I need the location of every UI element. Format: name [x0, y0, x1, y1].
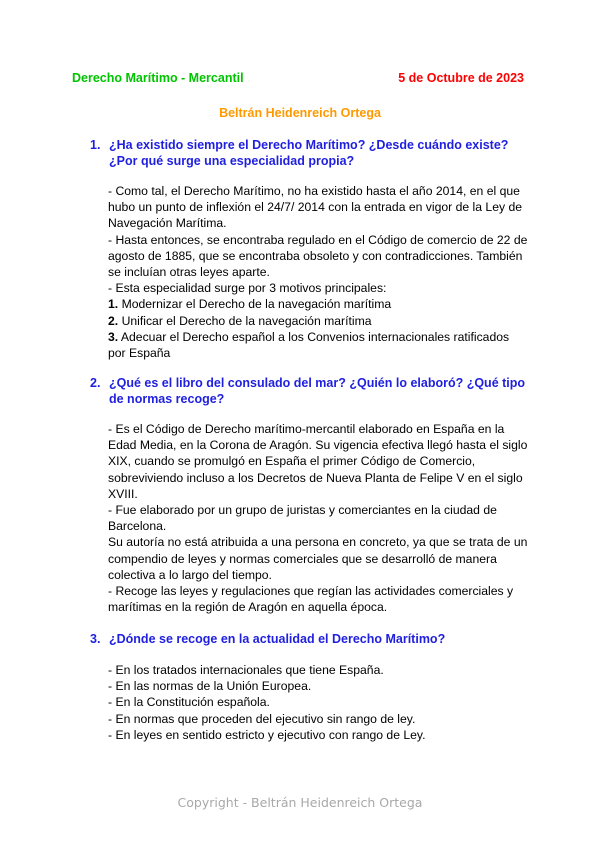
- motive-item: [108, 313, 528, 329]
- answer-paragraph: Su autoría no está atribuida a una persona en concreto, ya que se trata de un compendio de leyes y normas comerciales que se desarrolló de manera colectiva a lo largo del tiempo.: [108, 535, 528, 582]
- document-date: 5 de Octubre de 2023: [398, 71, 524, 85]
- subject-title: Derecho Marítimo - Mercantil: [72, 71, 244, 85]
- answer-list-item: - En las normas de la Unión Europea.: [108, 679, 312, 694]
- motive-text: Unificar el Derecho de la navegación marítima: [121, 313, 372, 328]
- question-number: 2.: [90, 376, 101, 390]
- answer-paragraph: - Es el Código de Derecho marítimo-mercantil elaborado en España en la Edad Media, en la Corona de Aragón. Su vigencia efectiva llegó hasta el siglo XIX, cuando se promulgó en España el primer Código de Comercio, sobreviviendo incluso a los Decretos de Nueva Planta de Felipe V en el siglo XVIII.: [108, 422, 528, 501]
- answer-3: [108, 662, 528, 743]
- answer-paragraph: - Recoge las leyes y regulaciones que regían las actividades comerciales y marítimas en la región de Aragón en aquella época.: [108, 584, 514, 615]
- answer-paragraph: - Como tal, el Derecho Marítimo, no ha existido hasta el año 2014, en el que hubo un punto de inflexión el 24/7/ 2014 con la entrada en vigor de la Ley de Navegación Marítima.: [108, 184, 523, 231]
- question-text: ¿Qué es el libro del consulado del mar? ¿Quién lo elaboró? ¿Qué tipo de normas recoge?: [109, 376, 526, 406]
- motive-item: [108, 329, 528, 361]
- motive-text: Adecuar el Derecho español a los Convenios internacionales ratificados por España: [108, 329, 510, 361]
- answer-2: [108, 421, 528, 615]
- answer-paragraph: - Hasta entonces, se encontraba regulado en el Código de comercio de 22 de agosto de 1885, que se encontraba obsoleto y con contradicciones. También se incluían otras leyes aparte.: [108, 232, 528, 280]
- question-text: ¿Dónde se recoge en la actualidad el Derecho Marítimo?: [109, 632, 446, 646]
- answer-list-item: - En leyes en sentido estricto y ejecutivo con rango de Ley.: [108, 727, 426, 742]
- motive-text: Modernizar el Derecho de la navegación marítima: [121, 297, 392, 312]
- question-number: 3.: [90, 632, 101, 646]
- author-name: Beltrán Heidenreich Ortega: [219, 106, 381, 120]
- motive-number: 3.: [108, 329, 119, 344]
- answer-list-item: - En normas que proceden del ejecutivo sin rango de ley.: [108, 711, 416, 726]
- motive-number: 1.: [108, 297, 119, 312]
- motive-number: 2.: [108, 313, 119, 328]
- motive-item: [108, 296, 528, 312]
- question-text: ¿Ha existido siempre el Derecho Marítimo? ¿Desde cuándo existe? ¿Por qué surge una especialidad propia?: [109, 138, 509, 168]
- answer-1: [108, 183, 528, 361]
- copyright-footer: Copyright - Beltrán Heidenreich Ortega: [177, 795, 423, 810]
- answer-list-item: - En los tratados internacionales que tiene España.: [108, 663, 384, 677]
- answer-paragraph: - Esta especialidad surge por 3 motivos principales:: [108, 281, 387, 296]
- answer-list-item: - En la Constitución española.: [108, 695, 270, 710]
- question-number: 1.: [90, 138, 101, 152]
- answer-paragraph: - Fue elaborado por un grupo de juristas y comerciantes en la ciudad de Barcelona.: [108, 503, 497, 534]
